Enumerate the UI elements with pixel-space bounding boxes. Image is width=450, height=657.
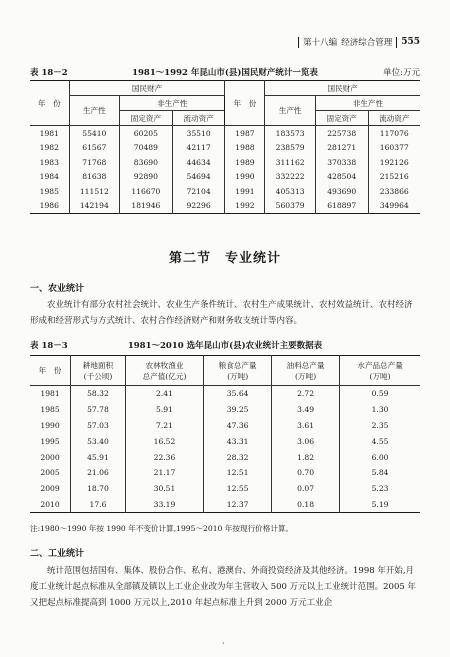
current-assets-cell: 54694 [172,170,225,185]
productive-header: 生产性 [265,96,315,126]
current-assets-cell: 117076 [368,126,420,141]
current-assets-cell: 42117 [172,141,225,156]
table1-unit: 单位:万元 [383,68,420,78]
current-assets-cell: 92296 [172,199,225,214]
fixed-assets-cell: 92890 [120,170,173,185]
oil-output-cell: 2.72 [272,386,340,402]
current-assets-header: 流动资产 [368,111,420,126]
grain-output-cell: 39.25 [204,402,272,418]
aquatic-output-cell: 5.23 [340,481,420,497]
current-assets-cell: 215216 [368,170,420,185]
table2-caption [30,339,420,351]
grain-output-cell: 12.51 [204,465,272,481]
cultivated-area-cell: 18.70 [71,481,126,497]
aquatic-output-cell: 4.55 [340,433,420,449]
oil-output-header-line: 油料总产量 [286,360,325,370]
fixed-assets-cell: 281271 [315,141,368,156]
aquatic-output-cell: 2.35 [340,418,420,434]
table-row [30,141,420,156]
oil-output-cell: 1.82 [272,449,340,465]
productive-cell: 55410 [69,126,119,141]
national-property-table [30,80,420,214]
grain-output-cell: 28.32 [204,449,272,465]
year-header: 年 份 [225,81,265,126]
aquatic-output-cell: 5.84 [340,465,420,481]
cultivated-area-cell: 45.91 [71,449,126,465]
year-cell: 1988 [225,141,265,156]
productive-cell: 311162 [265,155,315,170]
productive-cell: 332222 [265,170,315,185]
table-row [30,481,420,497]
fixed-assets-cell: 370338 [315,155,368,170]
year-cell: 1992 [225,199,265,214]
productive-cell: 81638 [69,170,119,185]
productive-cell: 111512 [69,184,119,199]
table-row [30,170,420,185]
table-row [30,497,420,513]
fixed-assets-cell: 493690 [315,184,368,199]
agri-output-value-cell: 2.41 [125,386,203,402]
current-assets-cell: 349964 [368,199,420,214]
table-row [30,199,420,214]
current-assets-cell: 233866 [368,184,420,199]
year-cell: 1984 [30,170,69,185]
year-cell: 1985 [30,402,71,418]
header-chapter: 第十八编 [303,38,338,48]
fixed-assets-cell: 618897 [315,199,368,214]
aquatic-output-cell: 1.30 [340,402,420,418]
productive-header: 生产性 [69,96,119,126]
year-cell: 1981 [30,386,71,402]
aquatic-output-header-line: (万吨) [369,371,391,381]
fixed-assets-cell: 428504 [315,170,368,185]
cultivated-area-cell: 57.03 [71,418,126,434]
oil-output-cell: 3.06 [272,433,340,449]
cultivated-area-cell: 17.6 [71,497,126,513]
agriculture-statistics-table [30,355,420,513]
year-cell: 1982 [30,141,69,156]
table2-number: 表 18－3 [30,341,68,351]
year-cell: 1995 [30,433,71,449]
aquatic-output-cell: 6.00 [340,449,420,465]
productive-cell: 405313 [265,184,315,199]
agri-output-value-header-line: 农林牧渔业 [145,360,184,370]
nonproductive-header: 非生产性 [315,96,420,111]
year-cell: 2010 [30,497,71,513]
year-cell: 2009 [30,481,71,497]
year-cell: 1981 [30,126,69,141]
header-divider [298,37,299,48]
grain-output-header-line: (万吨) [227,371,249,381]
nonproductive-header: 非生产性 [120,96,225,111]
section-title: 第二节 专业统计 [168,251,281,266]
fixed-assets-cell: 83690 [120,155,173,170]
fixed-assets-cell: 60205 [120,126,173,141]
agri-output-value-cell: 5.91 [125,402,203,418]
table2-note: 注:1980～1990 年按 1990 年不变价计算,1995～2010 年按现行价格计算。 [30,524,294,533]
agri-output-value-cell: 33.19 [125,497,203,513]
year-header-line: 年 份 [38,366,62,375]
table1-caption [30,66,420,78]
cultivated-area-cell: 53.40 [71,433,126,449]
table2-title: 1981～2010 选年昆山市(县)农业统计主要数据表 [127,341,323,351]
oil-output-cell: 3.49 [272,402,340,418]
table-row [30,386,420,402]
aquatic-output-cell: 5.19 [340,497,420,513]
national-property-header: 国民财产 [265,81,420,96]
current-assets-cell: 192126 [368,155,420,170]
productive-cell: 238579 [265,141,315,156]
current-assets-cell: 35510 [172,126,225,141]
agri-output-value-header-line: 总产值(亿元) [142,371,187,381]
table1-number: 表 18－2 [30,68,68,78]
table-row [30,433,420,449]
cultivated-area-cell: 21.06 [71,465,126,481]
agri-output-value-cell: 30.51 [125,481,203,497]
fixed-assets-header: 固定资产 [120,111,173,126]
header-divider [396,37,397,48]
grain-output-header-line: 粮食总产量 [218,360,257,370]
grain-output-cell: 12.55 [204,481,272,497]
national-property-header: 国民财产 [69,81,225,96]
current-assets-cell: 44634 [172,155,225,170]
agriculture-subheading: 一、农业统计 [30,284,85,294]
aquatic-output-header-line: 水产品总产量 [357,360,403,370]
agri-output-value-cell: 7.21 [125,418,203,434]
current-assets-cell: 72104 [172,184,225,199]
productive-cell: 560379 [265,199,315,214]
oil-output-cell: 0.07 [272,481,340,497]
fixed-assets-cell: 181946 [120,199,173,214]
cultivated-area-cell: 58.32 [71,386,126,402]
year-header [30,356,71,386]
agri-output-value-header [125,356,203,386]
aquatic-output-cell: 0.59 [340,386,420,402]
year-cell: 1990 [225,170,265,185]
oil-output-header [272,356,340,386]
cultivated-area-header-line: (千公顷) [83,371,113,381]
table-row [30,126,420,141]
fixed-assets-cell: 70489 [120,141,173,156]
agri-output-value-cell: 16.52 [125,433,203,449]
industry-subheading: 二、工业统计 [30,549,85,559]
year-cell: 1986 [30,199,69,214]
cultivated-area-header-line: 耕地面积 [82,360,114,370]
current-assets-header: 流动资产 [172,111,225,126]
table1-title: 1981～1992 年昆山市(县)国民财产统计一览表 [132,68,318,78]
oil-output-cell: 0.70 [272,465,340,481]
grain-output-cell: 43.31 [204,433,272,449]
page-header [298,36,420,48]
grain-output-cell: 47.36 [204,418,272,434]
footer-mark: · [222,639,225,648]
page-number: 555 [401,37,420,47]
year-cell: 1983 [30,155,69,170]
year-cell: 2005 [30,465,71,481]
productive-cell: 142194 [69,199,119,214]
oil-output-cell: 3.61 [272,418,340,434]
fixed-assets-header: 固定资产 [315,111,368,126]
table-row [30,449,420,465]
table-row [30,418,420,434]
aquatic-output-header [340,356,420,386]
grain-output-cell: 35.64 [204,386,272,402]
fixed-assets-cell: 225738 [315,126,368,141]
grain-output-cell: 12.37 [204,497,272,513]
table-row [30,155,420,170]
industry-paragraph: 统计范围包括国有、集体、股份合作、私有、港澳台、外商投资经济及其他经济。1998 年开始,月度工业统计起点标准从全部镇及镇以上工业企业改为年主营收入 500 万元以上工业统计范围。2005 年又把起点标准提高到 1000 万元以上,2010 年起点标准上升到 2000 万元工业企 [30,566,416,608]
year-cell: 1990 [30,418,71,434]
header-title: 经济综合管理 [341,38,393,48]
cultivated-area-header [71,356,126,386]
cultivated-area-cell: 57.78 [71,402,126,418]
grain-output-header [204,356,272,386]
productive-cell: 183573 [265,126,315,141]
agri-output-value-cell: 21.17 [125,465,203,481]
oil-output-cell: 0.18 [272,497,340,513]
year-cell: 2000 [30,449,71,465]
table-row [30,402,420,418]
year-header: 年 份 [30,81,69,126]
table-row [30,465,420,481]
fixed-assets-cell: 116670 [120,184,173,199]
table-row [30,184,420,199]
year-cell: 1989 [225,155,265,170]
year-cell: 1991 [225,184,265,199]
agriculture-paragraph: 农业统计有部分农村社会统计、农业生产条件统计、农村生产成果统计、农村效益统计、农村经济形成和经营形式与方式统计、农村合作经济财产和财务收支统计等内容。 [30,300,413,326]
oil-output-header-line: (万吨) [295,371,317,381]
agri-output-value-cell: 22.36 [125,449,203,465]
year-cell: 1987 [225,126,265,141]
productive-cell: 71768 [69,155,119,170]
productive-cell: 61567 [69,141,119,156]
year-cell: 1985 [30,184,69,199]
current-assets-cell: 160377 [368,141,420,156]
